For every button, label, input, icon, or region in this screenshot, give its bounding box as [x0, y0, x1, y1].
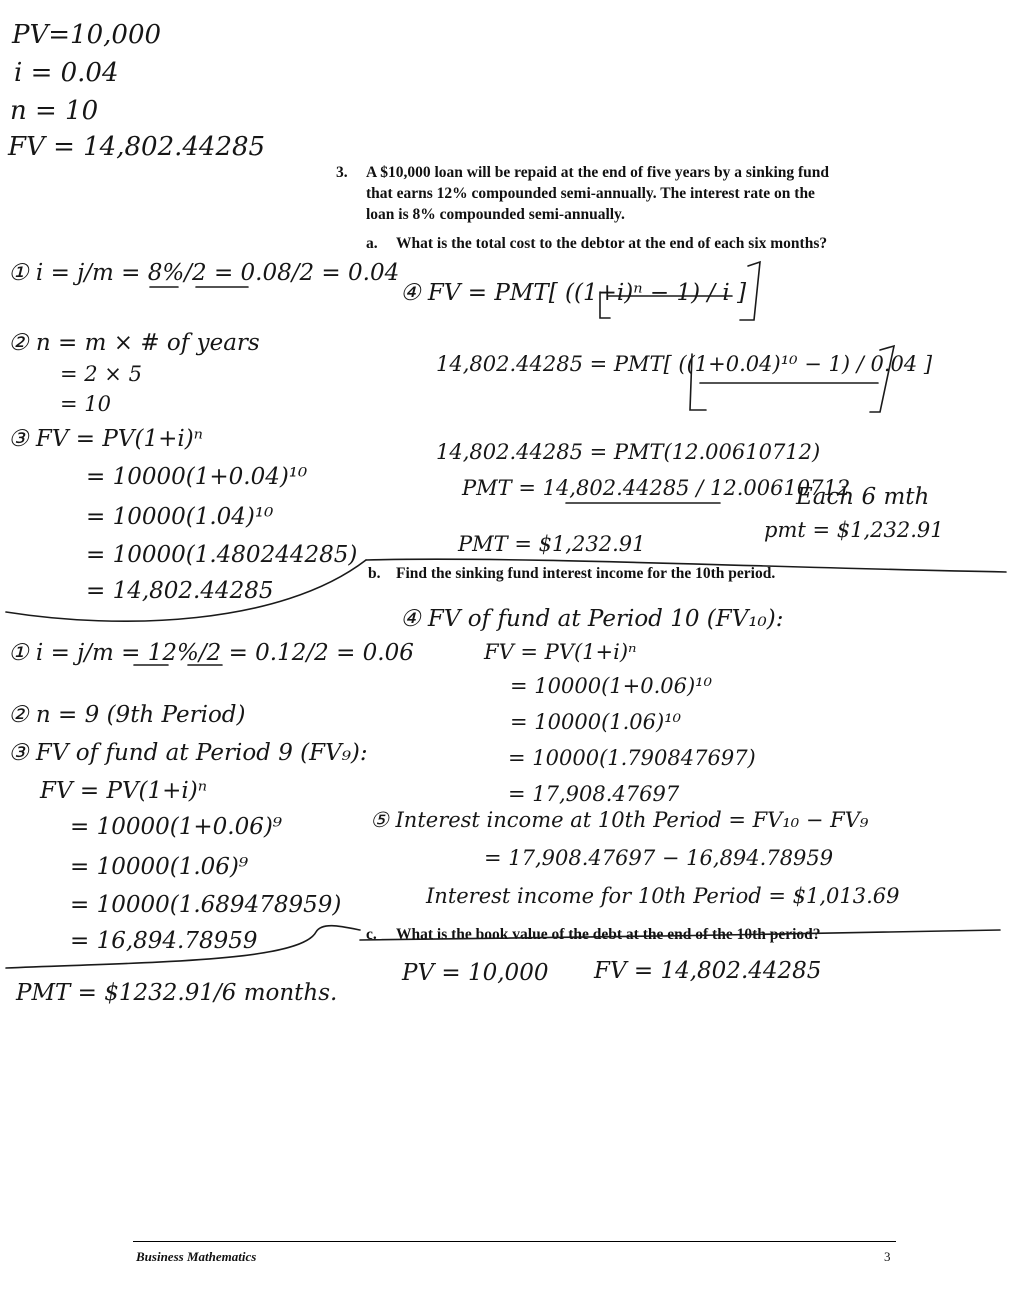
a-step4a: ④ FV = PMT[ ((1+i)ⁿ − 1) / i ] [400, 280, 747, 306]
footer-title: Business Mathematics [136, 1249, 257, 1264]
a-step3a: ③ FV = PV(1+i)ⁿ [8, 426, 204, 452]
b-step2: ② n = 9 (9th Period) [8, 702, 246, 728]
a-step4b: 14,802.44285 = PMT[ ((1+0.04)¹⁰ − 1) / 0.04 ] [436, 352, 933, 376]
problem-text-line3: loan is 8% compounded semi-annually. [366, 206, 625, 223]
a-step3b: = 10000(1+0.04)¹⁰ [86, 464, 308, 490]
b-step4f: = 17,908.47697 [508, 782, 680, 806]
b-step5b: = 17,908.47697 − 16,894.78959 [484, 846, 834, 870]
a-step4d: PMT = 14,802.44285 / 12.00610712 [462, 476, 851, 500]
a-step4e: PMT = $1,232.91 [458, 532, 646, 556]
b-step3a: ③ FV of fund at Period 9 (FV₉): [8, 740, 368, 766]
problem-number: 3. [336, 164, 348, 181]
each-six-month-label: Each 6 mth [796, 484, 930, 510]
b-step4e: = 10000(1.790847697) [508, 746, 756, 770]
problem-text-line1: A $10,000 loan will be repaid at the end of five years by a sinking fund [366, 164, 830, 181]
each-six-month-pmt: pmt = $1,232.91 [764, 518, 944, 542]
footer-rule [133, 1241, 896, 1242]
b-step3d: = 10000(1.06)⁹ [70, 854, 249, 880]
given-n: n = 10 [10, 96, 99, 126]
problem-text-line2: that earns 12% compounded semi-annually. The interest rate on the [366, 185, 815, 202]
a-step4c: 14,802.44285 = PMT(12.00610712) [436, 440, 821, 464]
question-c-text: What is the book value of the debt at the end of the 10th period? [396, 926, 821, 943]
bottom-pv-note: PV = 10,000 [402, 960, 549, 986]
question-b-label: b. [368, 565, 381, 582]
given-fv: FV = 14,802.44285 [8, 132, 266, 162]
question-a-label: a. [366, 235, 378, 252]
b-step4c: = 10000(1+0.06)¹⁰ [510, 674, 713, 698]
given-i: i = 0.04 [14, 58, 119, 88]
a-step3e: = 14,802.44285 [86, 578, 274, 604]
a-step3c: = 10000(1.04)¹⁰ [86, 504, 274, 530]
b-step4a: ④ FV of fund at Period 10 (FV₁₀): [400, 606, 784, 632]
a-step2c: = 10 [60, 392, 111, 416]
b-step3c: = 10000(1+0.06)⁹ [70, 814, 283, 840]
b-step4b: FV = PV(1+i)ⁿ [484, 640, 637, 664]
b-step5a: ⑤ Interest income at 10th Period = FV₁₀ − FV₉ [370, 808, 869, 832]
b-step3b: FV = PV(1+i)ⁿ [40, 778, 208, 804]
b-step1: ① i = j/m = 12%/2 = 0.12/2 = 0.06 [8, 640, 414, 666]
a-step2b: = 2 × 5 [60, 362, 142, 386]
bottom-fv-note: FV = 14,802.44285 [594, 958, 822, 984]
b-step5c: Interest income for 10th Period = $1,013.69 [426, 884, 900, 908]
page-number: 3 [884, 1249, 891, 1264]
b-step3e: = 10000(1.689478959) [70, 892, 342, 918]
a-step2a: ② n = m × # of years [8, 330, 260, 356]
question-a-text: What is the total cost to the debtor at the end of each six months? [396, 235, 828, 252]
question-c-label: c. [366, 926, 377, 943]
b-step3f: = 16,894.78959 [70, 928, 258, 954]
given-pv: PV=10,000 [12, 20, 162, 50]
bottom-pmt-note: PMT = $1232.91/6 months. [16, 980, 338, 1006]
a-step1: ① i = j/m = 8%/2 = 0.08/2 = 0.04 [8, 260, 400, 286]
b-step4d: = 10000(1.06)¹⁰ [510, 710, 682, 734]
a-step3d: = 10000(1.480244285) [86, 542, 358, 568]
question-b-text: Find the sinking fund interest income for the 10th period. [396, 565, 776, 582]
